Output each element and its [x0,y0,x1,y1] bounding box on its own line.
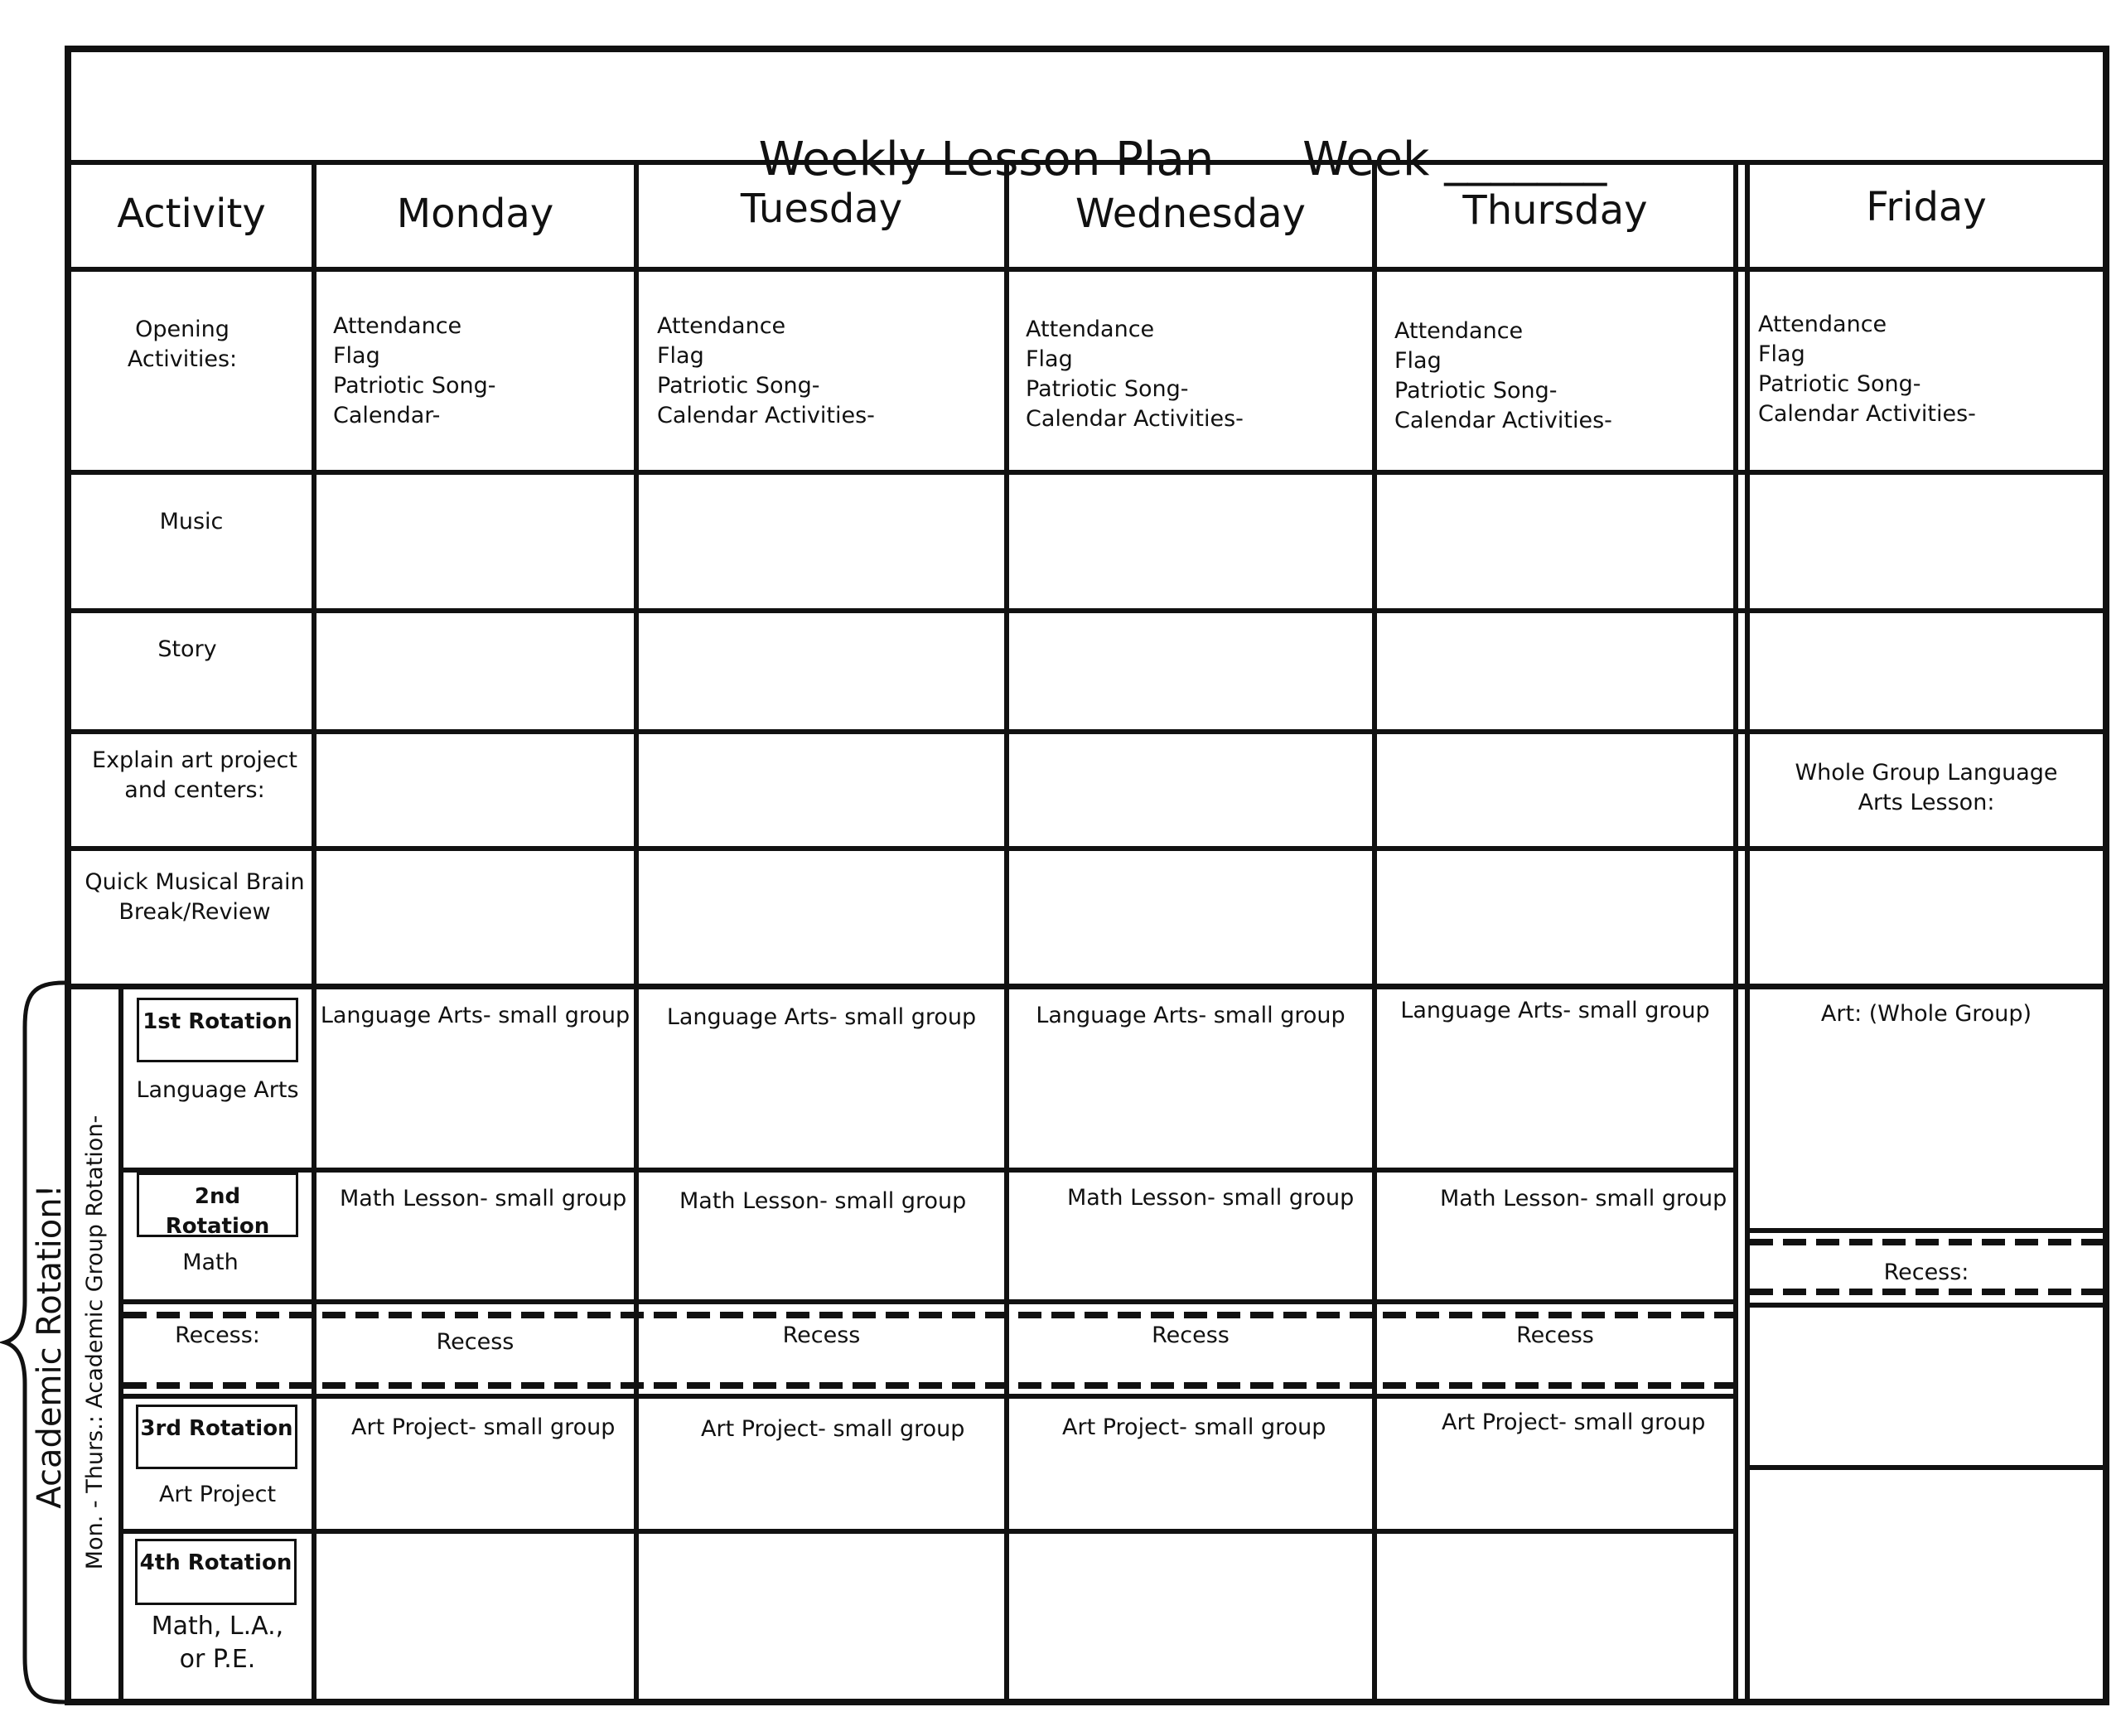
activity-story: Story [157,636,217,662]
header-tuesday: Tuesday [740,186,903,232]
header-activity: Activity [117,191,266,237]
friday-art: Art: (Whole Group) [1820,1001,2032,1027]
academic-rotation-label: Academic Rotation! [31,1184,69,1509]
rotation-4-subject: Math, L.A., or P.E. [151,1612,284,1674]
r2-wednesday: Math Lesson- small group [1067,1185,1355,1211]
rotation-side-label: Mon. - Thurs.: Academic Group Rotation- [82,1115,108,1570]
rotation-4-box: 4th Rotation [135,1539,297,1605]
rotation-recess-label: Recess: [175,1323,260,1348]
r1-thursday: Language Arts- small group [1400,998,1710,1023]
rotation-1-box: 1st Rotation [137,998,298,1062]
r3-thursday: Art Project- small group [1442,1410,1706,1435]
recess-wednesday: Recess [1152,1323,1230,1348]
r2-monday: Math Lesson- small group [340,1186,627,1211]
header-friday: Friday [1866,184,1987,230]
opening-friday: Attendance Flag Patriotic Song- Calendar Activities- [1758,312,1976,427]
r2-thursday: Math Lesson- small group [1440,1186,1727,1211]
header-thursday: Thursday [1462,187,1648,234]
rotation-2-subject: Math [182,1250,239,1275]
activity-explain: Explain art project and centers: [92,747,297,803]
r3-tuesday: Art Project- small group [701,1416,965,1442]
r1-monday: Language Arts- small group [320,1003,631,1028]
r3-wednesday: Art Project- small group [1062,1414,1326,1440]
title-text: Weekly Lesson Plan [758,133,1215,186]
rotation-2-box: 2nd Rotation [137,1173,298,1237]
rotation-1-subject: Language Arts [136,1077,299,1103]
header-monday: Monday [396,191,554,237]
header-wednesday: Wednesday [1075,191,1306,237]
recess-tuesday: Recess [782,1323,861,1348]
recess-thursday: Recess [1516,1323,1594,1348]
r1-wednesday: Language Arts- small group [1036,1003,1346,1028]
activity-music: Music [159,509,224,534]
opening-tuesday: Attendance Flag Patriotic Song- Calendar Activities- [657,313,875,428]
rotation-3-subject: Art Project [158,1482,277,1507]
friday-explain: Whole Group Language Arts Lesson: [1795,760,2058,815]
r3-monday: Art Project- small group [351,1414,616,1440]
page-title [729,73,1606,189]
recess-monday: Recess [436,1329,515,1355]
opening-thursday: Attendance Flag Patriotic Song- Calendar Activities- [1394,318,1612,433]
activity-brain-break: Quick Musical Brain Break/Review [85,869,305,925]
rotation-3-box: 3rd Rotation [136,1405,297,1469]
opening-wednesday: Attendance Flag Patriotic Song- Calendar Activities- [1026,317,1244,432]
friday-recess: Recess: [1883,1260,1969,1285]
activity-opening: Opening Activities: [127,317,238,372]
opening-monday: Attendance Flag Patriotic Song- Calendar- [333,313,496,428]
r2-tuesday: Math Lesson- small group [679,1188,967,1214]
week-label: Week _______ [1302,133,1607,186]
r1-tuesday: Language Arts- small group [666,1004,977,1030]
